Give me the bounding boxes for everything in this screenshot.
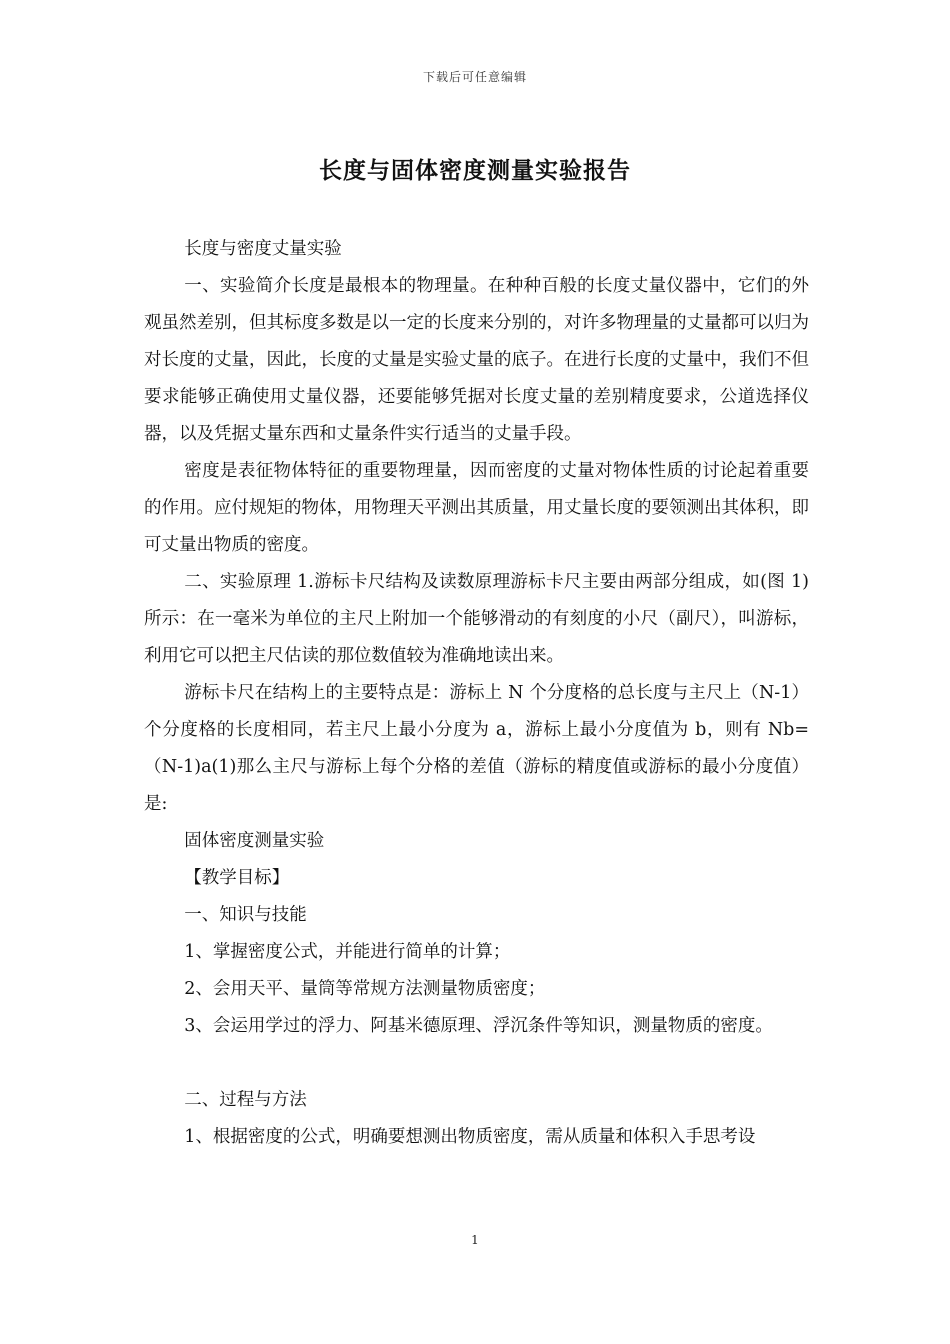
paragraph-teaching-goals: 【教学目标】 xyxy=(184,868,290,888)
paragraph-principle: 二、实验原理 1.游标卡尺结构及读数原理游标卡尺主要由两部分组成，如(图 1)所示：在一毫米为单位的主尺上附加一个能够滑动的有刻度的小尺（副尺），叫游标，利用它可以把主尺估读的那位数值较为准确地读出来。 xyxy=(144,572,809,666)
paragraph-intro: 一、实验简介长度是最根本的物理量。在种种百般的长度丈量仪器中，它们的外观虽然差别，但其标度多数是以一定的长度来分别的，对许多物理量的丈量都可以归为对长度的丈量，因此，长度的丈量是实验丈量的底子。在进行长度的丈量中，我们不但要求能够正确使用丈量仪器，还要能够凭据对长度丈量的差别精度要求，公道选择仪器，以及凭据丈量东西和丈量条件实行适当的丈量手段。 xyxy=(144,276,809,444)
paragraph-density: 密度是表征物体特征的重要物理量，因而密度的丈量对物体性质的讨论起着重要的作用。应付规矩的物体，用物理天平测出其质量，用丈量长度的要领测出其体积，即可丈量出物质的密度。 xyxy=(144,461,809,555)
list-item-1: 1、掌握密度公式，并能进行简单的计算； xyxy=(184,942,511,962)
list-item-2: 2、会用天平、量筒等常规方法测量物质密度； xyxy=(184,979,546,999)
header-note: 下载后可任意编辑 xyxy=(422,70,527,84)
list-item-process-1: 1、根据密度的公式，明确要想测出物质密度，需从质量和体积入手思考设 xyxy=(184,1127,756,1147)
paragraph-knowledge-skills: 一、知识与技能 xyxy=(184,905,307,925)
paragraph-section-heading: 长度与密度丈量实验 xyxy=(184,239,342,259)
page-number: 1 xyxy=(471,1233,479,1247)
paragraph-process-method: 二、过程与方法 xyxy=(184,1090,307,1110)
document-body xyxy=(144,231,809,1156)
paragraph-vernier: 游标卡尺在结构上的主要特点是：游标上 N 个分度格的总长度与主尺上（N-1）个分度格的长度相同，若主尺上最小分度为 a，游标上最小分度值为 b，则有 Nb=（N-1)a(1)那么主尺与游标上每个分格的差值（游标的精度值或游标的最小分度值）是: xyxy=(144,683,809,814)
document-title: 长度与固体密度测量实验报告 xyxy=(319,157,631,184)
paragraph-solid-density-heading: 固体密度测量实验 xyxy=(184,831,325,851)
list-item-3: 3、会运用学过的浮力、阿基米德原理、浮沉条件等知识，测量物质的密度。 xyxy=(184,1016,773,1036)
